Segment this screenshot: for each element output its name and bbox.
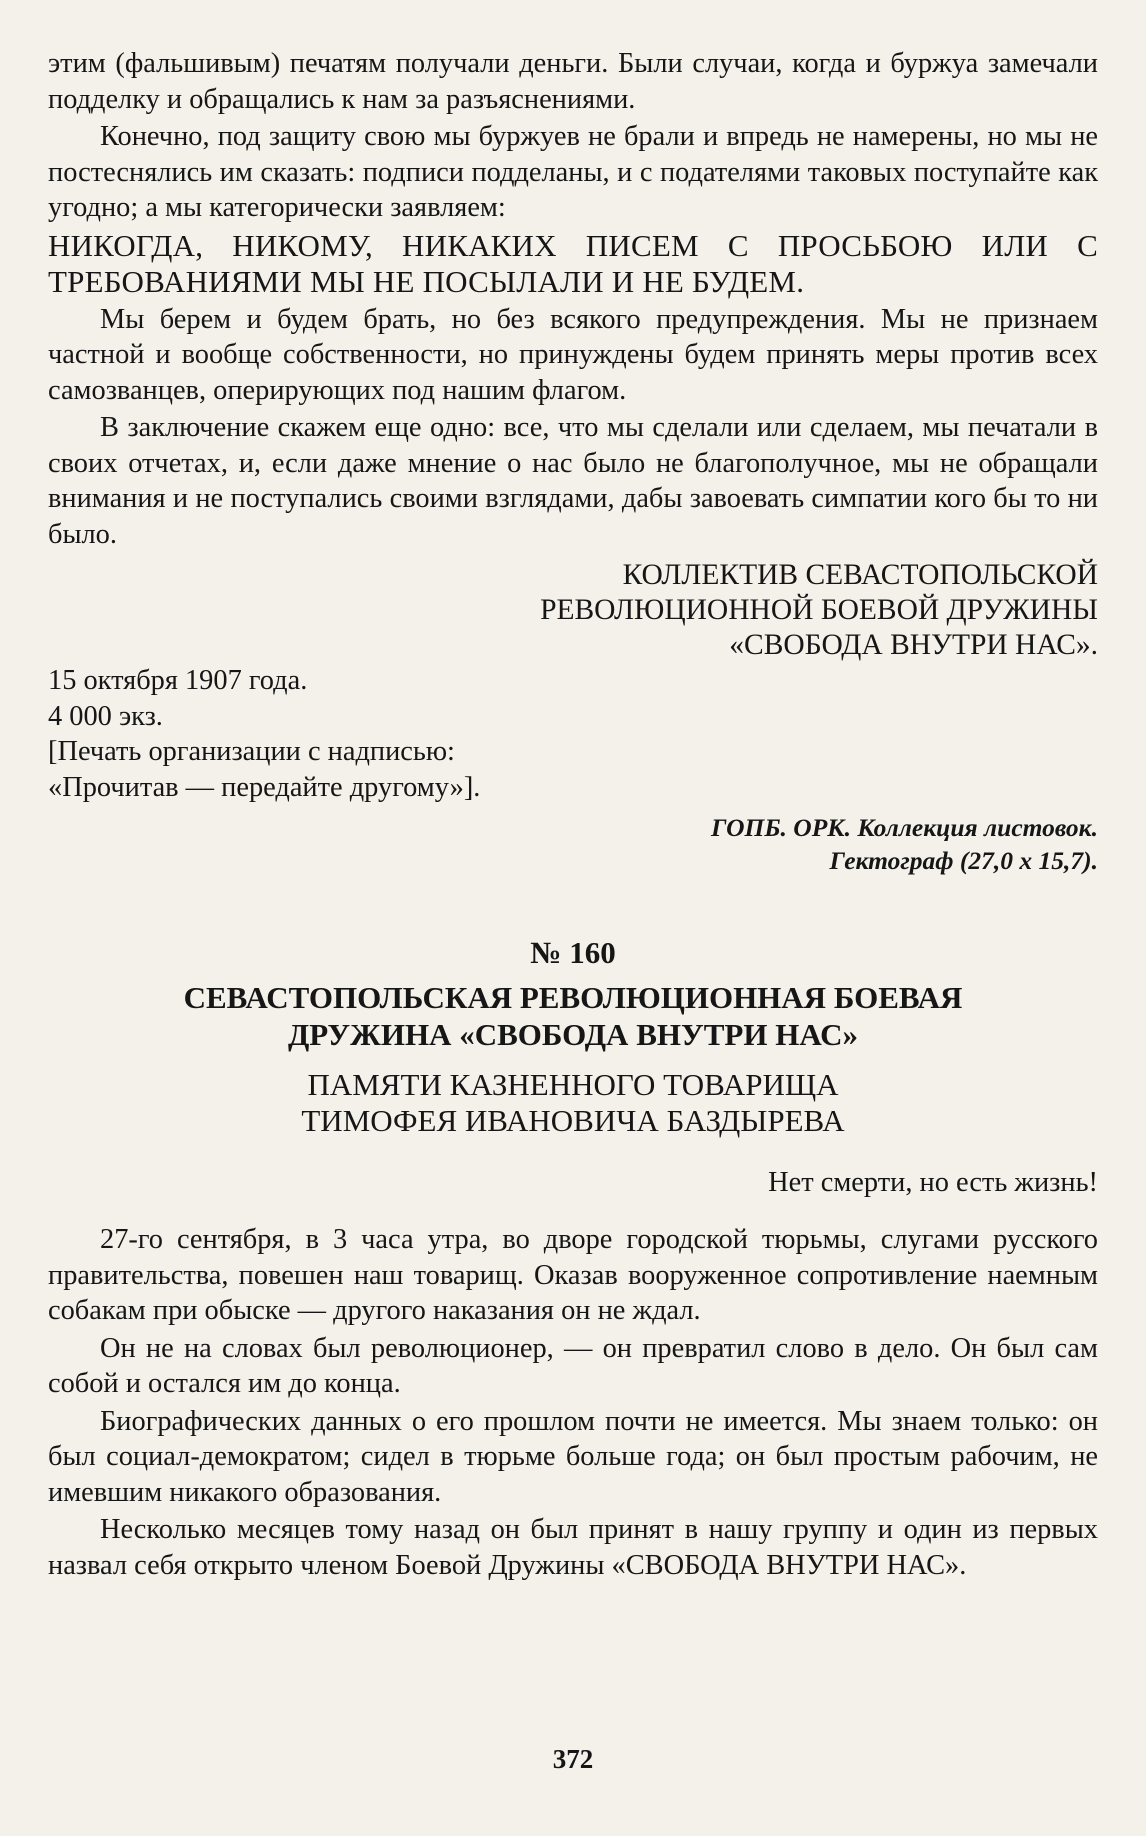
- paragraph-revolutionary: Он не на словах был революционер, — он превратил слово в дело. Он был сам собой и остался им до конца.: [48, 1332, 1098, 1399]
- paragraph-opening: этим (фальшивым) печатям получали деньги. Были случаи, когда и буржуа замечали подделку и обращались к нам за разъяснениями.: [48, 48, 1098, 115]
- paragraph-membership: Несколько месяцев тому назад он был принят в нашу группу и один из первых назвал себя открыто членом Боевой Дружины «СВОБОДА ВНУТРИ НАС».: [48, 1514, 1098, 1581]
- memorial-heading: [48, 1067, 1098, 1139]
- paragraph-execution: 27-го сентября, в 3 часа утра, во дворе городской тюрьмы, слугами русского правительства, повешен наш товарищ. Оказав вооруженное сопротивление наемным собакам при обыске — другого наказания он не ждал.: [48, 1224, 1098, 1326]
- collective-signature: [48, 558, 1098, 663]
- epigraph: Нет смерти, но есть жизнь!: [768, 1167, 1098, 1198]
- memorial-heading-line: ТИМОФЕЯ ИВАНОВИЧА БАЗДЫРЕВА: [301, 1103, 845, 1138]
- source-line: Гектограф (27,0 x 15,7).: [829, 846, 1098, 875]
- document-date: 15 октября 1907 года.: [48, 665, 308, 696]
- paragraph-declaration-caps: НИКОГДА, НИКОМУ, НИКАКИХ ПИСЕМ С ПРОСЬБОЮ ИЛИ С ТРЕБОВАНИЯМИ МЫ НЕ ПОСЫЛАЛИ И НЕ БУДЕМ.: [48, 227, 1098, 299]
- seal-note-line: «Прочитав — передайте другому»].: [48, 771, 481, 803]
- print-run: 4 000 экз.: [48, 700, 163, 732]
- page-number: 372: [552, 1744, 594, 1774]
- signature-line: КОЛЛЕКТИВ СЕВАСТОПОЛЬСКОЙ: [622, 559, 1098, 591]
- archive-source: [48, 811, 1098, 877]
- signature-line: РЕВОЛЮЦИОННОЙ БОЕВОЙ ДРУЖИНЫ: [540, 594, 1098, 626]
- organization-title-line: СЕВАСТОПОЛЬСКАЯ РЕВОЛЮЦИОННАЯ БОЕВАЯ: [183, 980, 963, 1015]
- organization-title-line: ДРУЖИНА «СВОБОДА ВНУТРИ НАС»: [287, 1017, 859, 1052]
- paragraph-conclusion: В заключение скажем еще одно: все, что мы сделали или сделаем, мы печатали в своих отчетах, и, если даже мнение о нас было не благополучное, мы не обращали внимания и не поступались своими взглядами, дабы завоевать симпатии кого бы то ни было.: [48, 412, 1098, 550]
- seal-note-line: [Печать организации с надписью:: [48, 736, 455, 767]
- paragraph-no-warning: Мы берем и будем брать, но без всякого предупреждения. Мы не признаем частной и вообще собственности, но принуждены будем принять меры против всех самозванцев, оперирующих под нашим флагом.: [48, 303, 1098, 406]
- signature-line: «СВОБОДА ВНУТРИ НАС».: [729, 629, 1098, 661]
- paragraph-biography: Биографических данных о его прошлом почти не имеется. Мы знаем только: он был социал-демократом; сидел в тюрьме больше года; он был простым рабочим, не имевшим никакого образования.: [48, 1405, 1098, 1508]
- organization-title: [48, 979, 1098, 1053]
- paragraph-disclaimer: Конечно, под защиту свою мы буржуев не брали и впредь не намерены, но мы не постеснялись им сказать: подписи подделаны, и с подателями таковых поступайте как угодно; а мы категорически заявляем:: [48, 121, 1098, 223]
- memorial-heading-line: ПАМЯТИ КАЗНЕННОГО ТОВАРИЩА: [307, 1067, 839, 1102]
- document-number: № 160: [530, 935, 616, 970]
- document-meta: [48, 663, 1098, 805]
- source-line: ГОПБ. ОРК. Коллекция листовок.: [711, 813, 1098, 842]
